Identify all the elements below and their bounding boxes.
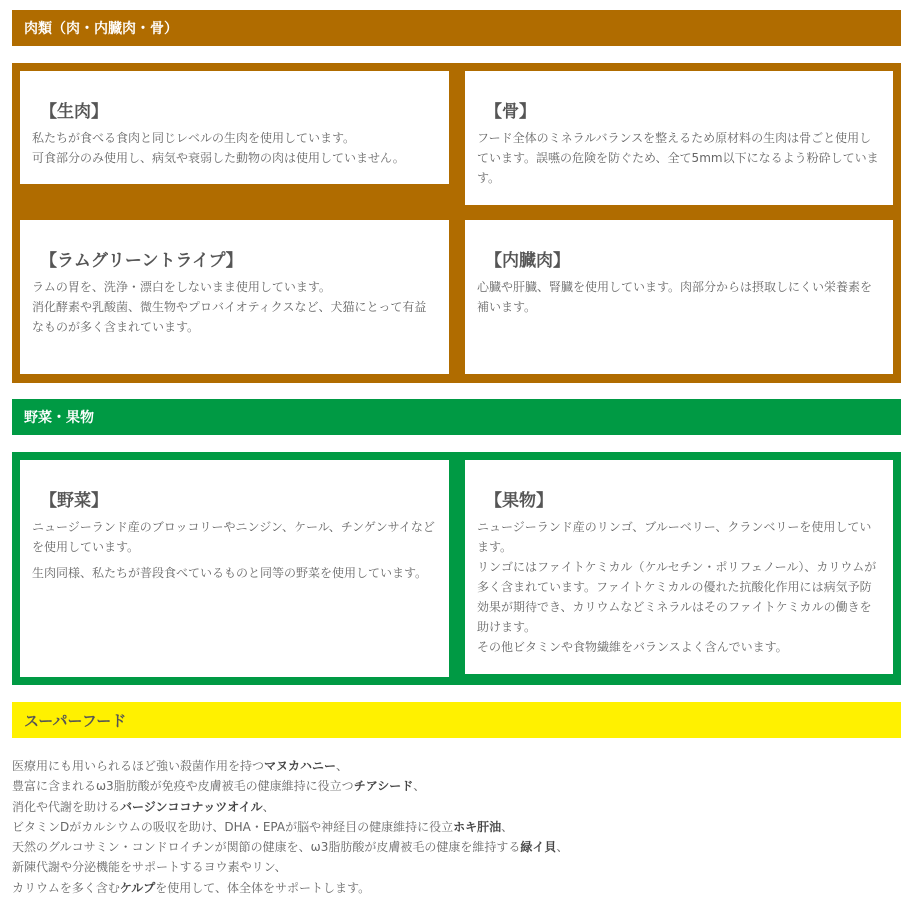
card-fruits	[465, 460, 893, 674]
card-title: 【生肉】	[40, 102, 108, 122]
card-text: ラムの胃を、洗浄・漂白をしないまま使用しています。 消化酵素や乳酸菌、微生物やプロバイオティクスなど、犬猫にとって有益なものが多く含まれています。	[32, 280, 427, 334]
card-vegetables	[20, 460, 449, 677]
card-text: 私たちが食べる食肉と同じレベルの生肉を使用しています。 可食部分のみ使用し、病気や衰弱した動物の肉は使用していません。	[32, 131, 405, 165]
card-organ-meat	[465, 220, 893, 374]
superfood-line: 豊富に含まれるω3脂肪酸が免疫や皮膚被毛の健康維持に役立つチアシード、	[12, 779, 426, 794]
card-bone	[465, 71, 893, 205]
card-text: 生肉同様、私たちが普段食べているものと同等の野菜を使用しています。	[32, 566, 428, 580]
superfood-description	[12, 756, 892, 898]
section-header-veg	[12, 399, 901, 435]
superfood-line: 新陳代謝や分泌機能をサポートするヨウ素やリン、	[12, 860, 287, 875]
card-title: 【内臓肉】	[485, 251, 570, 271]
card-title: 【野菜】	[40, 491, 108, 511]
card-title: 【果物】	[485, 491, 553, 511]
section-title-veg: 野菜・果物	[24, 410, 94, 426]
superfood-line: 医療用にも用いられるほど強い殺菌作用を持つマヌカハニー、	[12, 759, 349, 773]
section-header-superfood	[12, 702, 901, 738]
card-text: ニュージーランド産のブロッコリーやニンジン、ケール、チンゲンサイなどを使用しています。	[32, 520, 435, 554]
card-text: 心臓や肝臓、腎臓を使用しています。肉部分からは摂取しにくい栄養素を補います。	[477, 280, 873, 314]
section-header-meat	[12, 10, 901, 46]
superfood-line: 消化や代謝を助けるバージンココナッツオイル、	[12, 799, 275, 814]
superfood-line: ビタミンDがカルシウムの吸収を助け、DHA・EPAが脳や神経目の健康維持に役立ホキ肝油、	[12, 819, 514, 834]
superfood-line: 天然のグルコサミン・コンドロイチンが関節の健康を、ω3脂肪酸が皮膚被毛の健康を維持する緑イ貝、	[12, 840, 569, 855]
card-raw-meat	[20, 71, 449, 184]
card-text: ニュージーランド産のリンゴ、ブルーベリー、クランベリーを使用しています。 リンゴにはファイトケミカル（ケルセチン・ポリフェノール）、カリウムが多く含まれています。ファイトケミカルの優れた抗酸化作用には病気予防効果が期待でき、カリウムなどミネラルはそのファイトケミカルの働きを助けます。 その他ビタミンや食物繊維をバランスよく含んでいます。	[477, 520, 877, 654]
card-title: 【ラムグリーントライプ】	[40, 251, 243, 271]
card-green-tripe	[20, 220, 449, 374]
section-title-superfood: スーパーフード	[24, 711, 127, 730]
card-text: フード全体のミネラルバランスを整えるため原材料の生肉は骨ごと使用しています。誤嚥の危険を防ぐため、全て5mm以下になるよう粉砕しています。	[477, 131, 879, 185]
superfood-line: カリウムを多く含むケルプを使用して、体全体をサポートします。	[12, 880, 371, 895]
section-title-meat: 肉類（肉・内臓肉・骨）	[24, 21, 178, 37]
card-title: 【骨】	[485, 102, 536, 122]
